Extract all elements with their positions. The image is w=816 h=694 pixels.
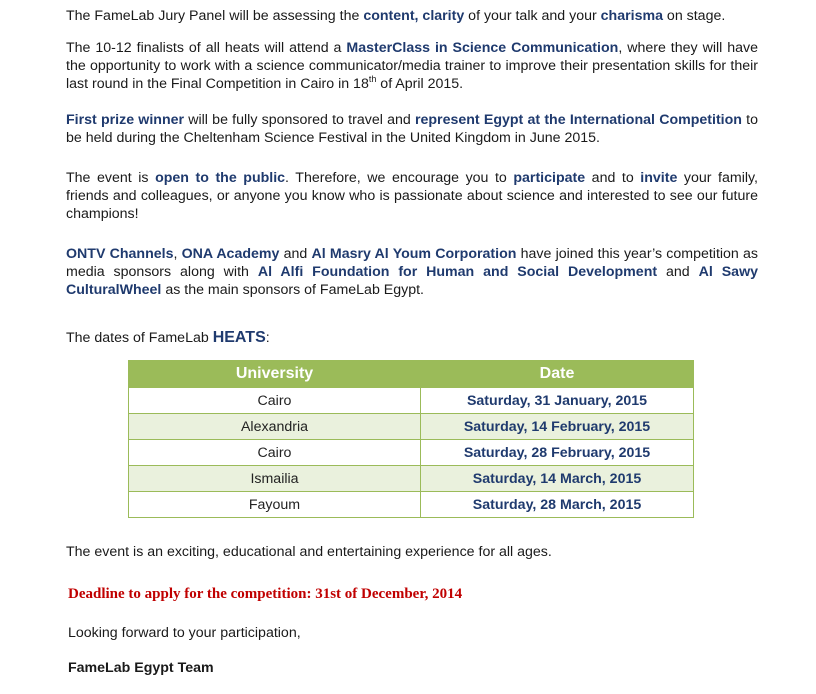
text-run: , — [173, 246, 182, 262]
text-run: as the main sponsors of FameLab Egypt. — [161, 282, 424, 298]
table-header-row — [129, 361, 694, 388]
deadline-notice: Deadline to apply for the competition: 31st of December, 2014 — [68, 586, 463, 602]
date-cell: Saturday, 28 February, 2015 — [421, 440, 694, 466]
heats-intro — [66, 329, 758, 347]
university-cell: Cairo — [129, 440, 421, 466]
superscript: th — [368, 74, 377, 84]
highlight-text: Al Masry Al Youm Corporation — [311, 246, 517, 262]
text-run: on stage. — [662, 8, 726, 24]
highlight-text: open to the public — [155, 170, 286, 186]
column-header-date: Date — [421, 361, 694, 388]
table-row — [129, 388, 694, 414]
text-run: have joined this year’s competition as media sponsors along with — [66, 246, 759, 280]
jury-paragraph — [66, 7, 758, 25]
highlight-text: MasterClass in Science Communication — [346, 40, 619, 56]
university-cell: Cairo — [129, 388, 421, 414]
highlight-text: ONA Academy — [181, 246, 280, 262]
text-run: and — [657, 264, 699, 280]
heats-table — [128, 360, 694, 518]
closing-line: Looking forward to your participation, — [68, 625, 301, 641]
text-run: The FameLab Jury Panel will be assessing the — [66, 8, 364, 24]
university-cell: Fayoum — [129, 492, 421, 518]
highlight-text: Al Alfi Foundation for Human and Social Development — [257, 264, 658, 280]
table-row — [129, 466, 694, 492]
highlight-text: ONTV Channels — [66, 246, 174, 262]
text-run: : — [265, 330, 270, 346]
text-run: to be held during the Cheltenham Science Festival in the United Kingdom in June 2015. — [66, 112, 759, 146]
table-row — [129, 414, 694, 440]
table-row — [129, 440, 694, 466]
text-run: your family, friends and colleagues, or anyone you know who is passionate about science and interested to see our future champions! — [66, 170, 758, 222]
text-run: The 10-12 finalists of all heats will attend a — [66, 40, 347, 56]
text-run: and — [279, 246, 312, 262]
highlight-text: charisma — [600, 8, 663, 24]
date-cell: Saturday, 14 March, 2015 — [421, 466, 694, 492]
highlight-text: HEATS — [212, 329, 266, 346]
column-header-university: University — [129, 361, 421, 388]
text-run: . Therefore, we encourage you to — [285, 170, 514, 186]
highlight-text: Al Sawy CulturalWheel — [66, 264, 758, 298]
text-run: of your talk and your — [464, 8, 601, 24]
public-event-paragraph — [66, 169, 758, 223]
table-row — [129, 492, 694, 518]
prize-paragraph — [66, 111, 758, 147]
event-note: The event is an exciting, educational and entertaining experience for all ages. — [66, 544, 552, 560]
text-run: The event is — [66, 170, 156, 186]
date-cell: Saturday, 14 February, 2015 — [421, 414, 694, 440]
text-run: , where they will have the opportunity to work with a science communicator/media trainer to improve their presentation skills for their last round in the Final Competition in Cairo in 18 — [66, 40, 758, 92]
signature: FameLab Egypt Team — [68, 660, 214, 676]
sponsors-paragraph — [66, 245, 758, 299]
masterclass-paragraph — [66, 39, 758, 93]
highlight-text: represent Egypt at the International Competition — [414, 112, 742, 128]
text-run: of April 2015. — [376, 76, 464, 92]
highlight-text: invite — [640, 170, 678, 186]
text-run: and to — [585, 170, 641, 186]
text-run: The dates of FameLab — [66, 330, 213, 346]
date-cell: Saturday, 28 March, 2015 — [421, 492, 694, 518]
university-cell: Ismailia — [129, 466, 421, 492]
text-run: will be fully sponsored to travel and — [184, 112, 415, 128]
university-cell: Alexandria — [129, 414, 421, 440]
highlight-text: participate — [513, 170, 586, 186]
highlight-text: First prize winner — [66, 112, 185, 128]
date-cell: Saturday, 31 January, 2015 — [421, 388, 694, 414]
highlight-text: content, clarity — [363, 8, 465, 24]
